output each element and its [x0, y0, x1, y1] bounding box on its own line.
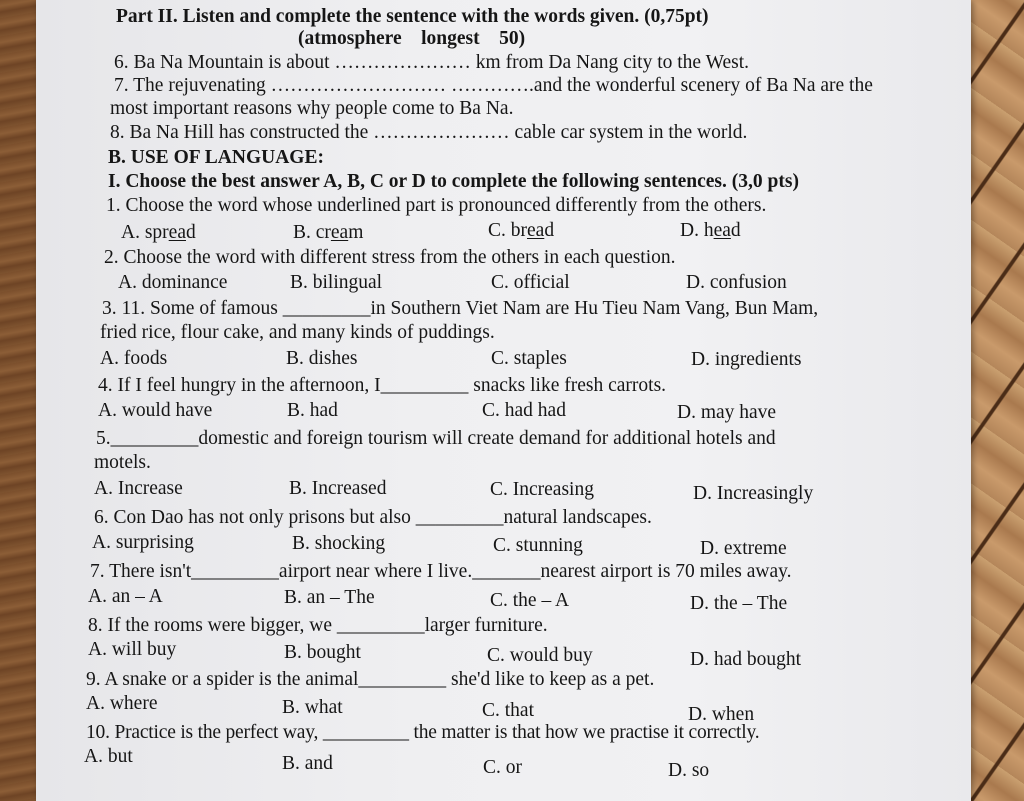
question-1-stem: 1. Choose the word whose underlined part is pronounced differently from the others.: [106, 195, 767, 216]
question-2-stem: 2. Choose the word with different stress from the others in each question.: [104, 247, 676, 268]
question-1-option-d: D. head: [680, 220, 741, 241]
exam-paper: [36, 0, 971, 801]
question-9-option-d: D. when: [688, 704, 755, 725]
question-8-option-b: B. bought: [284, 642, 361, 663]
question-5-stem-line1: 5._________domestic and foreign tourism will create demand for additional hotels and: [96, 428, 776, 449]
question-9-option-c: C. that: [482, 700, 534, 721]
question-9-stem: 9. A snake or a spider is the animal_________ she'd like to keep as a pet.: [86, 669, 655, 690]
question-2-option-d: D. confusion: [686, 272, 787, 293]
question-1-option-c: C. bread: [488, 220, 555, 241]
question-3-option-d: D. ingredients: [691, 349, 802, 370]
question-4-stem: 4. If I feel hungry in the afternoon, I_________ snacks like fresh carrots.: [98, 375, 667, 396]
question-3-option-c: C. staples: [491, 348, 567, 369]
question-6-option-b: B. shocking: [292, 533, 386, 554]
question-1-option-a: A. spread: [121, 222, 196, 243]
part2-question-7-line1: 7. The rejuvenating ……………………… ………….and the wonderful scenery of Ba Na are the: [114, 75, 873, 96]
question-6-option-a: A. surprising: [92, 532, 194, 553]
section-b-title: B. USE OF LANGUAGE:: [108, 147, 324, 168]
question-2-option-b: B. bilingual: [290, 272, 383, 293]
question-8-option-d: D. had bought: [690, 649, 802, 670]
question-5-option-b: B. Increased: [289, 478, 387, 499]
question-4-option-a: A. would have: [98, 400, 213, 421]
wood-table-background: [0, 0, 38, 801]
question-7-option-a: A. an – A: [88, 586, 163, 607]
question-10-option-c: C. or: [483, 757, 522, 778]
question-6-option-c: C. stunning: [493, 535, 583, 556]
question-10-option-d: D. so: [668, 760, 710, 781]
question-7-stem: 7. There isn't_________airport near where I live._______nearest airport is 70 miles away.: [90, 561, 792, 582]
question-2-option-a: A. dominance: [118, 272, 228, 293]
question-6-option-d: D. extreme: [700, 538, 787, 559]
question-9-option-b: B. what: [282, 697, 343, 718]
question-5-option-a: A. Increase: [94, 478, 183, 499]
question-5-option-c: C. Increasing: [490, 479, 594, 500]
question-5-stem-line2: motels.: [94, 452, 151, 473]
part2-question-7-line2: most important reasons why people come to Ba Na.: [110, 98, 514, 119]
question-7-option-b: B. an – The: [284, 587, 375, 608]
question-2-option-c: C. official: [491, 272, 570, 293]
question-9-option-a: A. where: [86, 693, 158, 714]
question-8-option-a: A. will buy: [88, 639, 177, 660]
question-6-stem: 6. Con Dao has not only prisons but also _________natural landscapes.: [94, 507, 652, 528]
part2-question-8: 8. Ba Na Hill has constructed the ………………… cable car system in the world.: [110, 122, 748, 143]
question-8-stem: 8. If the rooms were bigger, we _________larger furniture.: [88, 615, 548, 636]
question-7-option-d: D. the – The: [690, 593, 788, 614]
part2-title: Part II. Listen and complete the sentence with the words given. (0,75pt): [116, 6, 709, 27]
question-8-option-c: C. would buy: [487, 645, 593, 666]
question-3-stem-line2: fried rice, flour cake, and many kinds of puddings.: [100, 322, 495, 343]
question-10-option-a: A. but: [84, 746, 133, 767]
question-3-option-b: B. dishes: [286, 348, 358, 369]
question-4-option-c: C. had had: [482, 400, 566, 421]
question-5-option-d: D. Increasingly: [693, 483, 814, 504]
section-b-instruction: I. Choose the best answer A, B, C or D to complete the following sentences. (3,0 pts): [108, 171, 799, 192]
part2-question-6: 6. Ba Na Mountain is about ………………… km from Da Nang city to the West.: [114, 52, 749, 73]
question-1-option-b: B. cream: [293, 222, 364, 243]
question-3-stem-line1: 3. 11. Some of famous _________in Southern Viet Nam are Hu Tieu Nam Vang, Bun Mam,: [102, 298, 819, 319]
question-7-option-c: C. the – A: [490, 590, 570, 611]
question-4-option-d: D. may have: [677, 402, 777, 423]
question-3-option-a: A. foods: [100, 348, 168, 369]
question-4-option-b: B. had: [287, 400, 338, 421]
part2-word-bank: (atmosphere longest 50): [298, 28, 526, 49]
question-10-stem: 10. Practice is the perfect way, _________ the matter is that how we practise it correctly.: [86, 722, 760, 743]
question-10-option-b: B. and: [282, 753, 333, 774]
